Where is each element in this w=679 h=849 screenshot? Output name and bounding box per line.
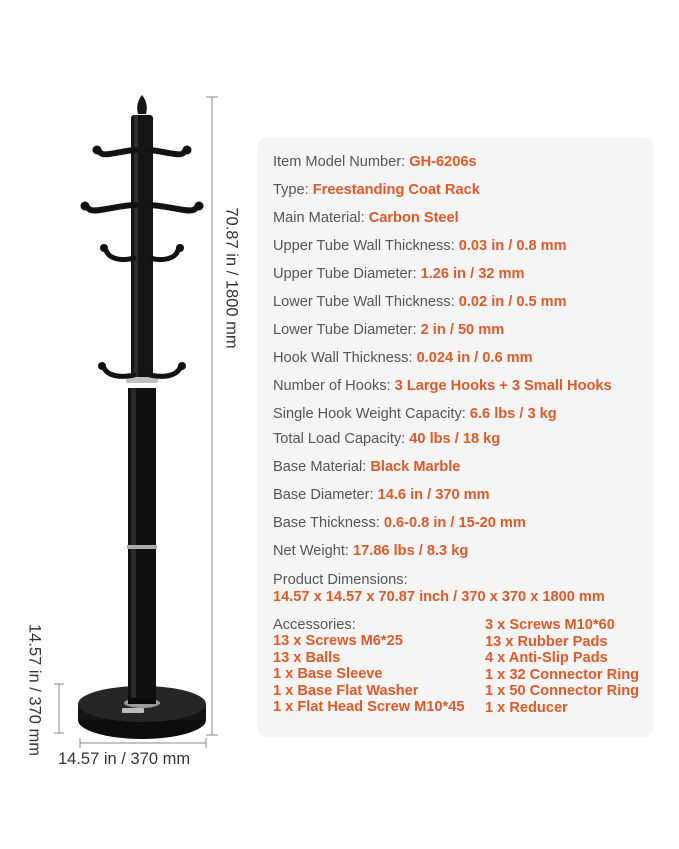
height-dimension-label: 70.87 in / 1800 mm (222, 207, 241, 349)
spec-label: Hook Wall Thickness: (273, 350, 417, 366)
spec-row-lower-tube-wall (273, 294, 567, 310)
spec-row-single-hook-capacity (273, 406, 557, 422)
accessory-item: 1 x Flat Head Screw M10*45 (273, 699, 465, 715)
spec-label: Single Hook Weight Capacity: (273, 406, 470, 422)
accessory-item: 13 x Rubber Pads (485, 633, 608, 650)
specification-card (257, 137, 653, 737)
spec-label: Base Thickness: (273, 515, 384, 531)
spec-row-main-material (273, 210, 459, 226)
spec-label: Net Weight: (273, 543, 354, 559)
spec-value: Black Marble (370, 459, 461, 475)
spec-row-upper-tube-diameter (273, 266, 524, 282)
accessory-item: 1 x 32 Connector Ring (485, 666, 640, 683)
spec-row-lower-tube-diameter (273, 322, 504, 338)
spec-value: 14.6 in / 370 mm (377, 487, 490, 503)
spec-row-type (273, 182, 480, 198)
spec-label: Upper Tube Diameter: (273, 266, 421, 282)
spec-label: Upper Tube Wall Thickness: (273, 238, 459, 254)
spec-label: Main Material: (273, 210, 369, 226)
spec-value: 0.6-0.8 in / 15-20 mm (383, 515, 526, 531)
spec-value: 3 Large Hooks + 3 Small Hooks (394, 378, 612, 394)
spec-row-product-dimensions (273, 572, 605, 605)
spec-value: 0.02 in / 0.5 mm (458, 294, 567, 310)
spec-row-total-load (273, 431, 500, 447)
spec-row-model (273, 154, 477, 170)
spec-value: Freestanding Coat Rack (312, 182, 480, 198)
accessory-item: 1 x Reducer (485, 699, 568, 716)
accessories-label: Accessories: (273, 617, 356, 633)
base-height-dimension-label: 14.57 in / 370 mm (25, 623, 44, 757)
spec-row-upper-tube-wall (273, 238, 567, 254)
spec-label: Total Load Capacity: (273, 431, 410, 447)
spec-value: 0.03 in / 0.8 mm (458, 238, 567, 254)
spec-row-hook-wall (273, 350, 533, 366)
accessories-list-left (273, 633, 464, 716)
spec-label: Base Material: (273, 459, 371, 475)
spec-value: 40 lbs / 18 kg (409, 431, 501, 447)
accessory-item: 1 x Base Sleeve (273, 666, 383, 682)
spec-value: 1.26 in / 32 mm (420, 266, 525, 282)
spec-row-base-thickness (273, 515, 526, 531)
spec-label: Type: (273, 182, 313, 198)
accessory-item: 13 x Screws M6*25 (273, 633, 403, 649)
spec-value: Carbon Steel (368, 210, 459, 226)
spec-label: Product Dimensions: (273, 572, 408, 588)
tube-joint-ring (127, 545, 157, 549)
finial (137, 95, 147, 114)
accessory-item: 4 x Anti-Slip Pads (485, 650, 608, 666)
spec-row-base-material (273, 459, 460, 475)
base-height-dimension-line (54, 684, 64, 733)
spec-value: 17.86 lbs / 8.3 kg (353, 543, 469, 559)
spec-label: Number of Hooks: (273, 378, 395, 394)
accessory-item: 3 x Screws M10*60 (485, 617, 615, 633)
spec-label: Lower Tube Wall Thickness: (273, 294, 459, 310)
height-dimension-line (206, 97, 218, 735)
base-width-dimension-line (80, 738, 206, 748)
spec-value: 0.024 in / 0.6 mm (416, 350, 533, 366)
spec-value: 2 in / 50 mm (420, 322, 505, 338)
spec-label: Lower Tube Diameter: (273, 322, 421, 338)
accessories-list-right (485, 617, 639, 716)
accessory-item: 1 x 50 Connector Ring (485, 683, 640, 699)
spec-value: GH-6206s (409, 154, 477, 170)
spec-value: 6.6 lbs / 3 kg (469, 406, 557, 422)
spec-label: Item Model Number: (273, 154, 410, 170)
spec-row-number-of-hooks (273, 378, 612, 394)
accessory-item: 1 x Base Flat Washer (273, 682, 419, 699)
brand-logo-badge (122, 708, 144, 713)
spec-row-base-diameter (273, 487, 490, 503)
accessory-item: 13 x Balls (273, 649, 341, 666)
spec-row-net-weight (273, 543, 468, 559)
spec-label: Base Diameter: (273, 487, 378, 503)
spec-value: 14.57 x 14.57 x 70.87 inch / 370 x 370 x 1800 mm (273, 589, 605, 605)
base-width-dimension-label: 14.57 in / 370 mm (58, 750, 191, 768)
